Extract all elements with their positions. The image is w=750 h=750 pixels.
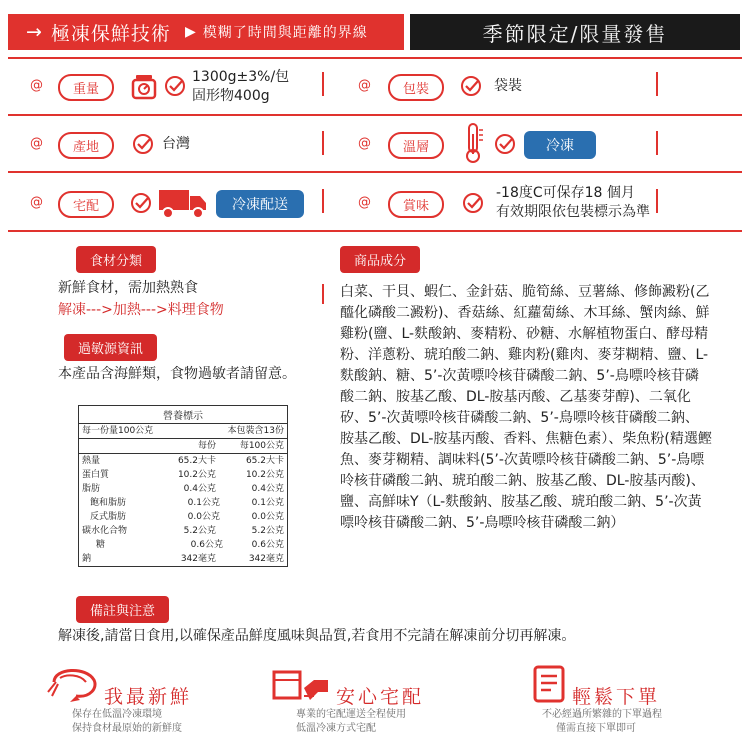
delivery-value: 冷凍配送: [216, 190, 304, 218]
weight-label: 重量: [58, 74, 114, 101]
check-circle-icon: [462, 192, 484, 214]
at-icon: @: [30, 78, 43, 93]
nutrient-per-100g: 5.2公克: [251, 526, 284, 536]
check-circle-icon: [494, 133, 516, 155]
nutrient-name: 鈉: [82, 554, 92, 564]
serving-size: 每一份量100公克: [82, 426, 154, 436]
weight-value-2: 固形物400g: [192, 88, 270, 104]
notes-tag: 備註與注意: [76, 596, 169, 623]
allergen-tag: 過敏源資訊: [64, 334, 157, 361]
header-subtitle: 模糊了時間與距離的界線: [202, 25, 368, 41]
feature-desc: 保存在低溫冷凍環境: [72, 709, 162, 720]
nutrient-name: 反式脂肪: [90, 512, 127, 522]
divider: [322, 131, 324, 155]
order-form-icon: [530, 664, 570, 704]
nutrition-title: 營養標示: [79, 406, 287, 424]
feature-desc: 保持食材最原始的新鮮度: [72, 723, 182, 734]
at-icon: @: [358, 136, 371, 151]
notes-text: 解凍後,請當日食用,以確保產品鮮度風味與品質,若食用不完請在解凍前分切再解凍。: [58, 628, 576, 644]
at-icon: @: [30, 136, 43, 151]
origin-value: 台灣: [162, 136, 190, 152]
ingredients-tag: 商品成分: [340, 246, 420, 273]
nutrient-per-100g: 0.6公克: [251, 540, 284, 550]
ingredients-text: 白菜、干貝、蝦仁、金針菇、脆筍絲、豆薯絲、修飾澱粉(乙醯化磷酸二澱粉)、香菇絲、紅蘿蔔絲、木耳絲、蟹肉絲、鮮雞粉(鹽、L-麩酸鈉、麥精粉、砂糖、水解植物蛋白、酵母精粉、洋蔥粉、琥珀酸二鈉、雞肉粉(雞肉、麥芽糊精、鹽、L-麩酸鈉、糖、5’-次黃嘌呤核苷磷酸二鈉、5’-鳥嘌呤核苷磷酸二鈉、胺基乙酸、DL-胺基丙酸、乙基麥芽醇)、二氧化矽、5’-次黃嘌呤核苷磷酸二鈉、5’-鳥嘌呤核苷磷酸二鈉、胺基乙酸、DL-胺基丙酸、香料、焦糖色素）、柴魚粉(精選鰹魚、麥芽糊精、調味料(5’-次黃嘌呤核苷磷酸二鈉、5’-鳥嘌呤核苷磷酸二鈉、琥珀酸二鈉、胺基乙酸、DL-胺基丙酸)、鹽、高鮮味Y（L-麩酸鈉、胺基乙酸、琥珀酸二鈉、5’-次黃嘌呤核苷磷酸二鈉、5’-鳥嘌呤核苷磷酸二鈉）: [340, 284, 712, 531]
delivery-truck-icon: [158, 186, 208, 220]
allergen-text: 本產品含海鮮類，食物過敏者請留意。: [58, 366, 296, 382]
divider: [8, 114, 742, 116]
at-icon: @: [358, 78, 371, 93]
divider: [656, 72, 658, 96]
food-category-text: 新鮮食材，需加熱熟食: [58, 280, 198, 296]
nutrient-per-100g: 342毫克: [248, 554, 284, 564]
origin-label: 產地: [58, 132, 114, 159]
limited-label: /限量發售: [570, 21, 668, 46]
header-arrow: →: [26, 21, 43, 43]
nutrient-per-100g: 65.2大卡: [245, 456, 284, 466]
nutrient-name: 糖: [96, 540, 106, 550]
delivery-box-icon: [268, 666, 332, 706]
nutrient-name: 熱量: [82, 456, 101, 466]
divider: [656, 189, 658, 213]
divider: [322, 284, 324, 304]
shelf-label: 賞味: [388, 191, 444, 218]
nutrient-per-100g: 0.0公克: [251, 512, 284, 522]
nutrient-per-100g: 0.1公克: [251, 498, 284, 508]
divider: [322, 72, 324, 96]
divider: [656, 131, 658, 155]
nutrient-per-serving: 342毫克: [180, 554, 216, 564]
seasonal-label: 季節限定: [482, 21, 571, 46]
nutrient-per-100g: 0.4公克: [251, 484, 284, 494]
check-circle-icon: [164, 75, 186, 97]
nutrient-per-serving: 0.6公克: [190, 540, 223, 550]
nutrient-per-serving: 10.2公克: [177, 470, 216, 480]
check-circle-icon: [130, 192, 152, 214]
nutrient-per-serving: 0.1公克: [187, 498, 220, 508]
nutrient-name: 碳水化合物: [82, 526, 128, 536]
weight-value-1: 1300g±3%/包: [192, 69, 290, 85]
food-category-tag: 食材分類: [76, 246, 156, 273]
thermometer-icon: [460, 122, 486, 164]
nutrient-name: 蛋白質: [82, 470, 110, 480]
package-value: 袋裝: [494, 78, 522, 94]
feature-desc: 僅需直接下單即可: [556, 723, 636, 734]
servings-per-pack: 本包裝含13份: [227, 426, 284, 436]
scale-icon: [130, 72, 158, 100]
col-per-serving: 每份: [197, 441, 216, 451]
package-label: 包裝: [388, 74, 444, 101]
nutrient-per-100g: 10.2公克: [245, 470, 284, 480]
feature-desc: 不必經過所繁雜的下單過程: [542, 709, 662, 720]
nutrient-per-serving: 65.2大卡: [177, 456, 216, 466]
check-circle-icon: [132, 133, 154, 155]
nutrient-name: 飽和脂肪: [90, 498, 127, 508]
divider: [8, 171, 742, 173]
nutrient-per-serving: 5.2公克: [183, 526, 216, 536]
temperature-value: 冷凍: [524, 131, 596, 159]
triangle-icon: ▶: [184, 24, 197, 40]
check-circle-icon: [460, 75, 482, 97]
divider: [8, 230, 742, 232]
header-banner-right: [410, 14, 740, 50]
shelf-value-1: -18度C可保存18 個月: [496, 185, 635, 201]
divider: [8, 57, 742, 59]
feature-title: 輕鬆下單: [572, 686, 661, 708]
nutrient-per-serving: 0.0公克: [187, 512, 220, 522]
feature-title: 我最新鮮: [104, 686, 193, 708]
feature-title: 安心宅配: [336, 686, 425, 708]
shelf-value-2: 有效期限依包裝標示為準: [496, 204, 650, 220]
feature-desc: 專業的宅配運送全程使用: [296, 709, 406, 720]
delivery-label: 宅配: [58, 191, 114, 218]
food-prep-steps: 解凍--->加熱--->料理食物: [58, 302, 224, 318]
at-icon: @: [30, 195, 43, 210]
col-per-100g: 每100公克: [239, 441, 284, 451]
at-icon: @: [358, 195, 371, 210]
nutrient-name: 脂肪: [82, 484, 101, 494]
header-banner-left: [8, 14, 404, 50]
nutrition-table: [78, 405, 288, 567]
header-main-title: 極凍保鮮技術: [50, 22, 171, 45]
feature-desc: 低溫冷凍方式宅配: [296, 723, 376, 734]
temperature-label: 溫層: [388, 132, 444, 159]
nutrient-per-serving: 0.4公克: [183, 484, 216, 494]
shrimp-icon: [46, 662, 106, 706]
divider: [322, 189, 324, 213]
